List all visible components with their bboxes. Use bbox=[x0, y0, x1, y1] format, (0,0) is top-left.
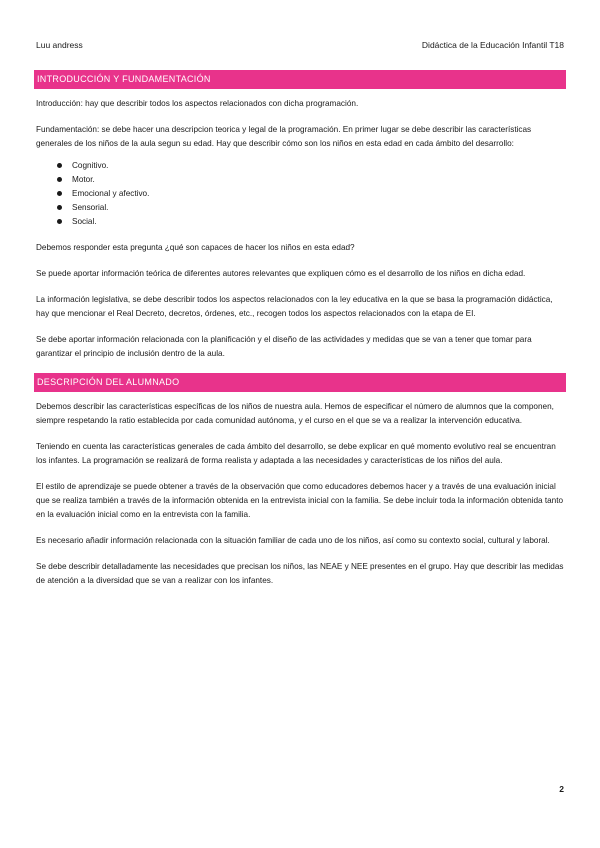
paragraph: La información legislativa, se debe describir todos los aspectos relacionados con la ley educativa en la que se basa la programación didáctica, hay que mencionar el Real Decreto, decretos, órdenes, etc., recogen todos los aspectos relacionados con la etapa de EI. bbox=[36, 295, 553, 318]
paragraph: Teniendo en cuenta las características generales de cada ámbito del desarrollo, se debe explicar en qué momento evolutivo real se encuentran los infantes. La programación se realizará de forma realista y adaptada a las necesidades y características de los niños del aula. bbox=[36, 442, 556, 465]
header-author: Luu andress bbox=[36, 40, 83, 50]
list-item: Sensorial. bbox=[57, 201, 566, 215]
fundamentacion-paragraph: Fundamentación: se debe hacer una descripcion teorica y legal de la programación. En primer lugar se debe describir las características generales de los niños de la aula segun su edad. Hay que describir cómo son los niños en esta edad en cada ámbito del desarrollo: bbox=[36, 125, 532, 148]
page-content bbox=[34, 70, 566, 600]
page-number: 2 bbox=[559, 784, 564, 794]
development-areas-list bbox=[34, 159, 566, 229]
header-course: Didáctica de la Educación Infantil T18 bbox=[421, 40, 564, 50]
list-item: Emocional y afectivo. bbox=[57, 187, 566, 201]
paragraph: Se puede aportar información teórica de diferentes autores relevantes que expliquen cómo es el desarrollo de los niños en dicha edad. bbox=[36, 269, 526, 278]
paragraph: Se debe describir detalladamente las necesidades que precisan los niños, las NEAE y NEE presentes en el grupo. Hay que describir las medidas de atención a la diversidad que se van a realizar con los infantes. bbox=[36, 562, 564, 585]
paragraph: El estilo de aprendizaje se puede obtener a través de la observación que como educadores debemos hacer y a través de una evaluación inicial que se realiza también a través de la información obtenida en la entrevista inicial con la familia. Se debe incluir toda la información obtenida tanto en la evaluación inicial como en la entrevista con la familia. bbox=[36, 482, 564, 519]
paragraph: Es necesario añadir información relacionada con la situación familiar de cada uno de los niños, así como su contexto social, cultural y laboral. bbox=[36, 536, 550, 545]
list-item: Motor. bbox=[57, 173, 566, 187]
paragraph: Debemos describir las características específicas de los niños de nuestra aula. Hemos de especificar el número de alumnos que la componen, siempre respetando la ratio establecida por cada comunidad autónoma, y el curso en el que se va a realizar la intervención educativa. bbox=[36, 402, 554, 425]
paragraph: Se debe aportar información relacionada con la planificación y el diseño de las actividades y medidas que se van a tener que tomar para garantizar el principio de inclusión dentro de la aula. bbox=[36, 335, 532, 358]
list-item: Cognitivo. bbox=[57, 159, 566, 173]
paragraph: Debemos responder esta pregunta ¿qué son capaces de hacer los niños en esta edad? bbox=[36, 243, 355, 252]
section-heading-introduccion: INTRODUCCIÓN Y FUNDAMENTACIÓN bbox=[34, 70, 566, 89]
list-item: Social. bbox=[57, 215, 566, 229]
intro-paragraph: Introducción: hay que describir todos los aspectos relacionados con dicha programación. bbox=[36, 99, 359, 108]
section-heading-alumnado: DESCRIPCIÓN DEL ALUMNADO bbox=[34, 373, 566, 392]
